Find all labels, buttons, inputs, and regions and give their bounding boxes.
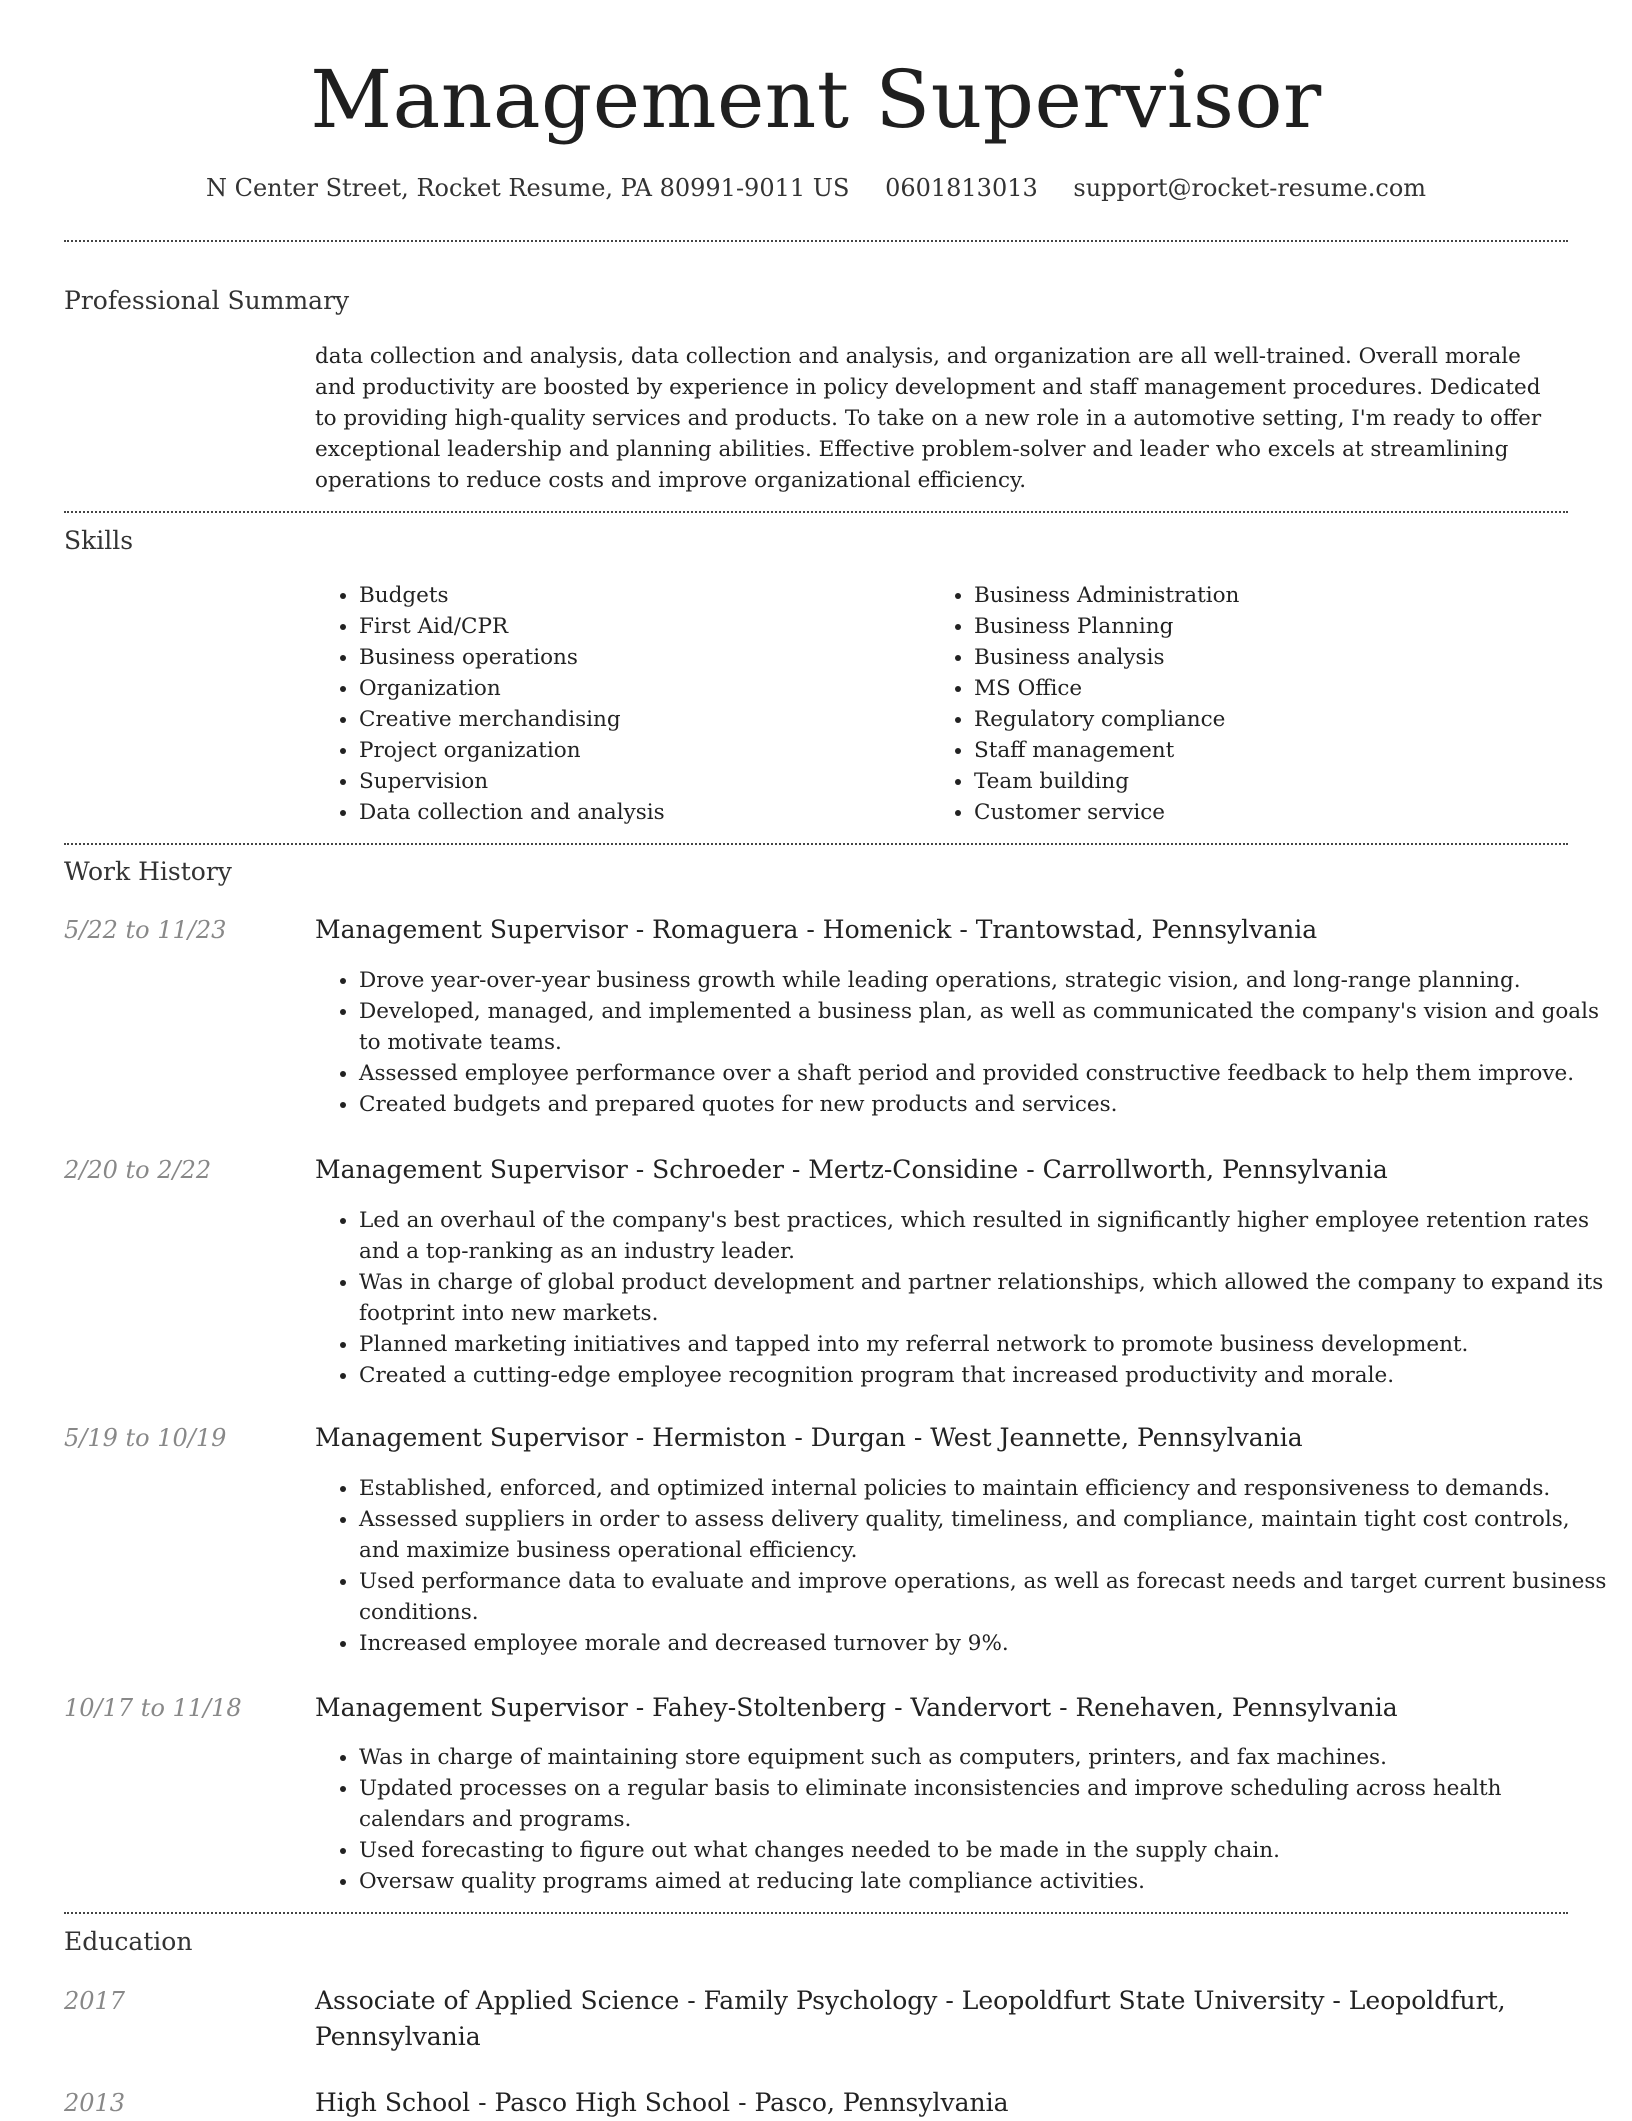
job-position: Management Supervisor xyxy=(315,1423,628,1452)
section-divider xyxy=(64,240,1568,242)
job-bullets xyxy=(315,1742,1612,1897)
job-employer: - Schroeder - Mertz-Considine - Carrollworth, Pennsylvania xyxy=(627,1155,1388,1184)
skill-item: • Business analysis xyxy=(974,642,1534,673)
job-bullet: • Drove year-over-year business growth while leading operations, strategic vision, and long-range planning. xyxy=(359,965,1612,996)
skill-item: • Project organization xyxy=(359,735,919,766)
contact-line xyxy=(0,172,1632,204)
education-school: - Leopoldfurt State University - Leopoldfurt, Pennsylvania xyxy=(315,1986,1506,2051)
job-bullet: • Assessed employee performance over a shaft period and provided constructive feedback to help them improve. xyxy=(359,1058,1612,1089)
education-year: 2017 xyxy=(64,1987,126,2015)
education-degree: Associate of Applied Science - Family Psychology xyxy=(315,1986,938,2015)
skill-item: • Budgets xyxy=(359,580,919,611)
contact-address: N Center Street, Rocket Resume, PA 80991-9011 US xyxy=(205,174,850,202)
skill-item: • Business Administration xyxy=(974,580,1534,611)
education-entry xyxy=(315,1983,1568,2055)
job-title xyxy=(315,913,1568,947)
skill-item: • Data collection and analysis xyxy=(359,797,919,828)
job-position: Management Supervisor xyxy=(315,1155,628,1184)
job-bullet: • Created a cutting-edge employee recognition program that increased productivity and morale. xyxy=(359,1360,1612,1391)
job-bullet: • Oversaw quality programs aimed at reducing late compliance activities. xyxy=(359,1866,1612,1897)
summary-text: data collection and analysis, data collection and analysis, and organization are all well-trained. Overall morale and productivity are boosted by experience in policy development and staff management procedures. Dedicated to providing high-quality services and products. To take on a new role in a automotive setting, I'm ready to offer exceptional leadership and planning abilities. Effective problem-solver and leader who excels at streamlining operations to reduce costs and improve organizational efficiency. xyxy=(315,344,1542,493)
skill-item: • Team building xyxy=(974,766,1534,797)
job-bullet: • Created budgets and prepared quotes for new products and services. xyxy=(359,1089,1612,1120)
skill-item: • Staff management xyxy=(974,735,1534,766)
skill-item: • Supervision xyxy=(359,766,919,797)
job-dates: 10/17 to 11/18 xyxy=(64,1694,242,1722)
job-bullet: • Led an overhaul of the company's best practices, which resulted in significantly higher employee retention rates and a top-ranking as an industry leader. xyxy=(359,1205,1612,1267)
job-title xyxy=(315,1421,1568,1455)
job-dates: 5/19 to 10/19 xyxy=(64,1424,227,1452)
job-bullets xyxy=(315,1205,1612,1391)
contact-phone: 0601813013 xyxy=(885,174,1038,202)
job-employer: - Fahey-Stoltenberg - Vandervort - Renehaven, Pennsylvania xyxy=(627,1693,1398,1722)
education-entry xyxy=(315,2085,1568,2121)
job-employer: - Romaguera - Homenick - Trantowstad, Pennsylvania xyxy=(627,915,1318,944)
skills-list-right xyxy=(930,580,1534,828)
job-title xyxy=(315,1153,1568,1187)
job-bullet: • Planned marketing initiatives and tapped into my referral network to promote business development. xyxy=(359,1329,1612,1360)
job-dates: 5/22 to 11/23 xyxy=(64,916,227,944)
section-divider xyxy=(64,843,1568,845)
job-bullet: • Used performance data to evaluate and improve operations, as well as forecast needs and target current business conditions. xyxy=(359,1566,1612,1628)
skill-item: • Business operations xyxy=(359,642,919,673)
job-bullet: • Was in charge of maintaining store equipment such as computers, printers, and fax machines. xyxy=(359,1742,1612,1773)
skill-item: • Customer service xyxy=(974,797,1534,828)
skill-item: • Creative merchandising xyxy=(359,704,919,735)
job-bullet: • Updated processes on a regular basis to eliminate inconsistencies and improve scheduling across health calendars and programs. xyxy=(359,1773,1612,1835)
education-heading: Education xyxy=(64,1927,193,1956)
skill-item: • MS Office xyxy=(974,673,1534,704)
contact-email: support@rocket-resume.com xyxy=(1073,174,1427,202)
job-bullets xyxy=(315,1473,1612,1659)
resume-name: Management Supervisor xyxy=(310,53,1322,146)
skill-item: • Organization xyxy=(359,673,919,704)
work-history-heading: Work History xyxy=(64,857,232,886)
section-divider xyxy=(64,1912,1568,1914)
job-employer: - Hermiston - Durgan - West Jeannette, Pennsylvania xyxy=(627,1423,1303,1452)
job-position: Management Supervisor xyxy=(315,915,628,944)
skills-heading: Skills xyxy=(64,526,134,555)
job-position: Management Supervisor xyxy=(315,1693,628,1722)
job-dates: 2/20 to 2/22 xyxy=(64,1156,212,1184)
job-bullet: • Assessed suppliers in order to assess delivery quality, timeliness, and compliance, maintain tight cost controls, and maximize business operational efficiency. xyxy=(359,1504,1612,1566)
skills-list-left xyxy=(315,580,919,828)
job-bullets xyxy=(315,965,1612,1120)
education-school: - Pasco High School - Pasco, Pennsylvania xyxy=(470,2088,1009,2117)
education-degree: High School xyxy=(315,2088,471,2117)
section-divider xyxy=(64,511,1568,513)
skill-item: • First Aid/CPR xyxy=(359,611,919,642)
job-bullet: • Used forecasting to figure out what changes needed to be made in the supply chain. xyxy=(359,1835,1612,1866)
skill-item: • Regulatory compliance xyxy=(974,704,1534,735)
job-bullet: • Established, enforced, and optimized internal policies to maintain efficiency and responsiveness to demands. xyxy=(359,1473,1612,1504)
job-title xyxy=(315,1691,1568,1725)
education-year: 2013 xyxy=(64,2089,126,2117)
job-bullet: • Developed, managed, and implemented a business plan, as well as communicated the company's vision and goals to motivate teams. xyxy=(359,996,1612,1058)
job-bullet: • Was in charge of global product development and partner relationships, which allowed the company to expand its footprint into new markets. xyxy=(359,1267,1612,1329)
job-bullet: • Increased employee morale and decreased turnover by 9%. xyxy=(359,1628,1612,1659)
summary-heading: Professional Summary xyxy=(64,286,350,315)
skill-item: • Business Planning xyxy=(974,611,1534,642)
